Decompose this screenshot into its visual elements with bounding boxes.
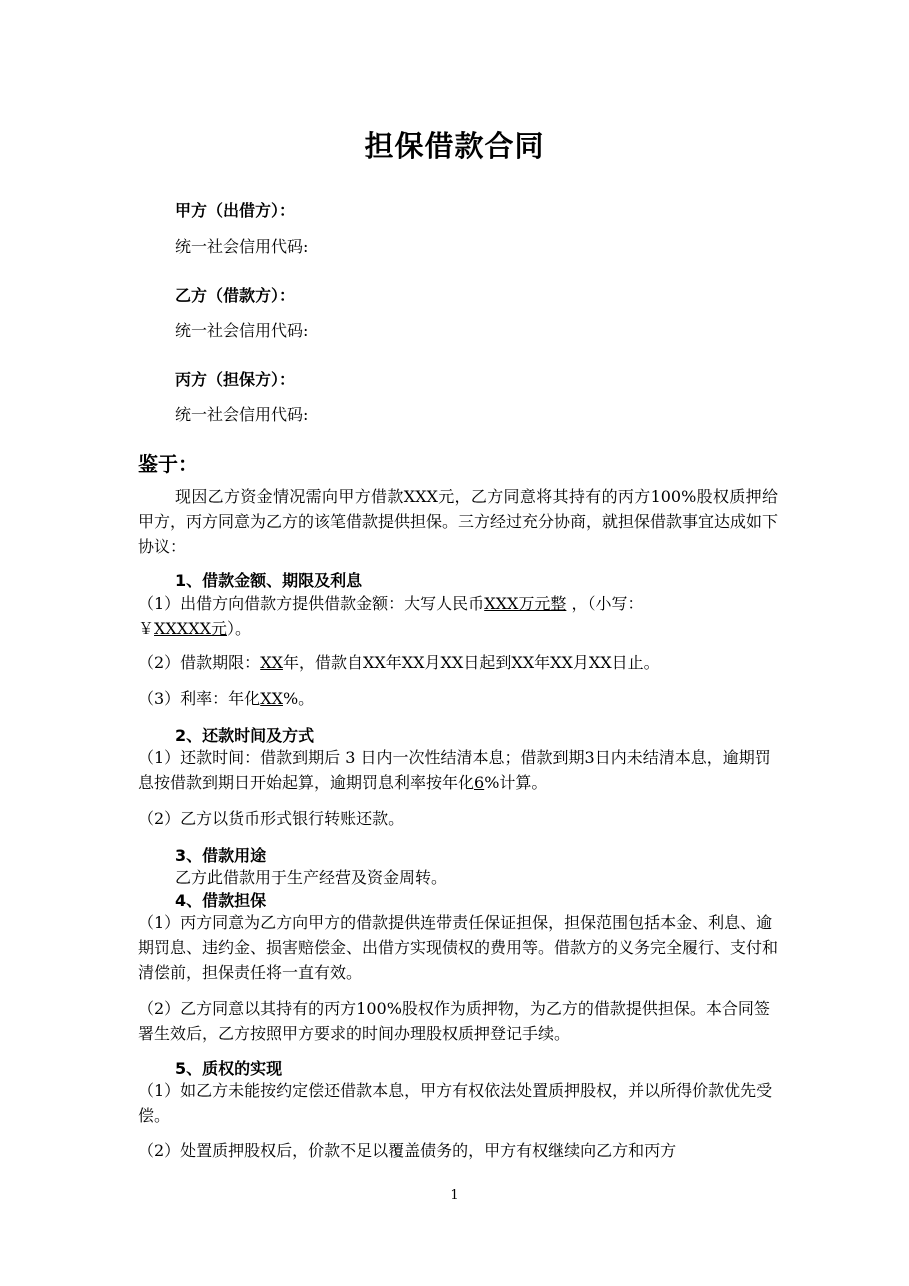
section-1-item-1-text-d: ）。 xyxy=(226,619,251,638)
whereas-paragraph: 现因乙方资金情况需向甲方借款XXX元，乙方同意将其持有的丙方100%股权质押给甲方，丙方同意为乙方的该笔借款提供担保。三方经过充分协商，就担保借款事宜达成如下协议： xyxy=(138,487,779,556)
party-b-code: 统一社会信用代码: xyxy=(175,321,309,340)
currency-symbol: ￥ xyxy=(138,619,155,638)
section-1-item-2-text-b: 年，借款自XX年XX月XX日起到XX年XX月XX日止。 xyxy=(282,653,660,672)
section-1-item-2 xyxy=(138,650,778,675)
section-1-heading: 1、借款金额、期限及利息 xyxy=(175,571,363,590)
section-5-heading: 5、质权的实现 xyxy=(175,1059,283,1078)
loan-amount-figure: XXXXX元 xyxy=(154,619,227,638)
section-1-item-3-text: （3）利率：年化 xyxy=(138,689,261,708)
section-2-item-1 xyxy=(138,745,778,795)
whereas-label: 鉴于： xyxy=(138,452,198,476)
party-a-label: 甲方（出借方）： xyxy=(175,201,296,220)
party-b-label: 乙方（借款方）： xyxy=(175,286,296,305)
section-4-item-2: （2）乙方同意以其持有的丙方100%股权作为质押物，为乙方的借款提供担保。本合同签署生效后，乙方按照甲方要求的时间办理股权质押登记手续。 xyxy=(138,999,770,1043)
loan-term-years: XX xyxy=(260,653,283,672)
section-2-item-2: （2）乙方以货币形式银行转账还款。 xyxy=(138,809,405,828)
interest-rate: XX xyxy=(260,689,283,708)
party-a-code: 统一社会信用代码: xyxy=(175,237,309,256)
page-number: 1 xyxy=(450,1188,459,1203)
party-c-code: 统一社会信用代码: xyxy=(175,405,309,424)
section-1-item-3-text-b: %。 xyxy=(282,689,315,708)
section-2-heading: 2、还款时间及方式 xyxy=(175,726,315,745)
section-1-item-1 xyxy=(138,591,778,641)
section-3-heading: 3、借款用途 xyxy=(175,846,267,865)
section-3-text: 乙方此借款用于生产经营及资金周转。 xyxy=(175,868,448,887)
section-1-item-2-text: （2）借款期限： xyxy=(138,653,261,672)
section-2-item-1-text-b: %计算。 xyxy=(484,773,548,792)
section-5-item-1: （1）如乙方未能按约定偿还借款本息，甲方有权依法处置质押股权，并以所得价款优先受偿。 xyxy=(138,1081,773,1125)
section-4-item-1: （1）丙方同意为乙方向甲方的借款提供连带责任保证担保，担保范围包括本金、利息、逾期罚息、违约金、损害赔偿金、出借方实现债权的费用等。借款方的义务完全履行、支付和清偿前，担保责任将一直有效。 xyxy=(138,913,779,982)
document-title: 担保借款合同 xyxy=(364,129,545,163)
loan-amount-capital: XXX万元整 xyxy=(484,594,567,613)
section-2-item-1-text: （1）还款时间：借款到期后 3 日内一次性结清本息；借款到期3日内未结清本息，逾期罚息按借款到期日开始起算，逾期罚息利率按年化 xyxy=(138,748,771,792)
section-1-item-1-text-b: ，（小写： xyxy=(566,594,644,613)
penalty-rate: 6 xyxy=(474,773,485,792)
section-5-item-2: （2）处置质押股权后，价款不足以覆盖债务的，甲方有权继续向乙方和丙方 xyxy=(138,1141,677,1160)
section-1-item-3 xyxy=(138,686,778,711)
section-1-item-1-text: （1）出借方向借款方提供借款金额：大写人民币 xyxy=(138,594,485,613)
party-c-label: 丙方（担保方）： xyxy=(175,370,296,389)
section-4-heading: 4、借款担保 xyxy=(175,891,267,910)
